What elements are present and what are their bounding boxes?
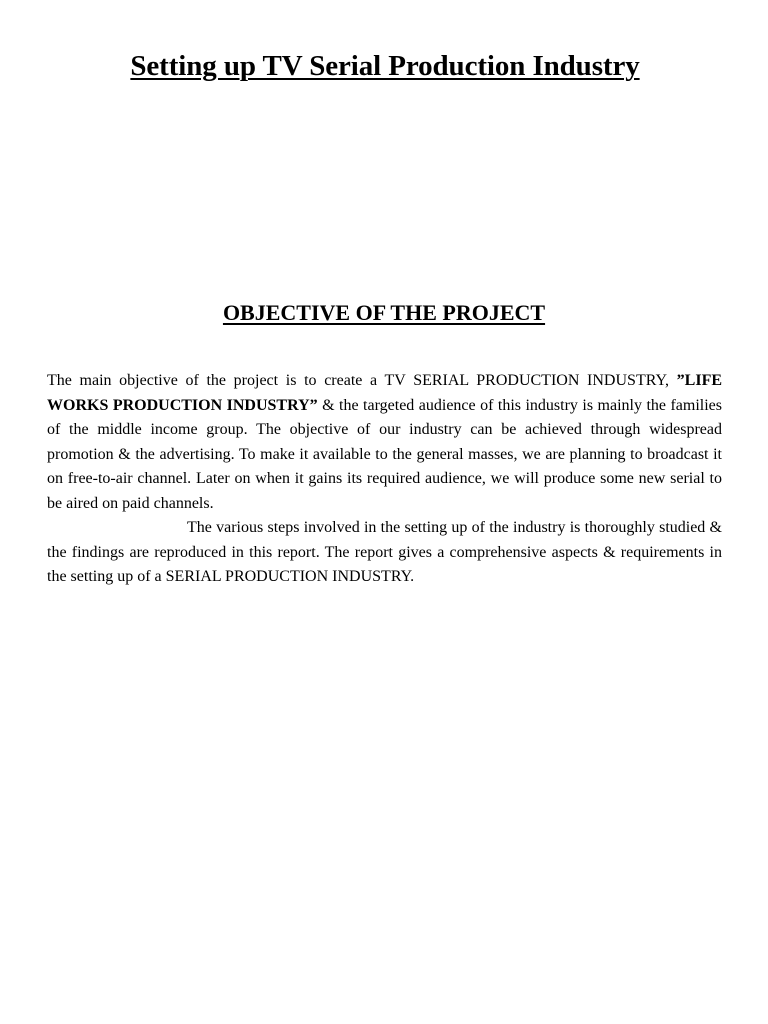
section-heading: OBJECTIVE OF THE PROJECT	[222, 300, 546, 325]
paragraph-rest: & the targeted audience of this industry is mainly the families of the middle income group. The objective of our industry can be achieved through widespread promotion & the advertising. To make it available to the general masses, we are planning to broadcast it on free-to-air channel. Later on when it gains its required audience, we will produce some new serial to be aired on paid channels.	[47, 396, 723, 512]
company-name: ”LIFE WORKS PRODUCTION INDUSTRY”	[47, 372, 723, 414]
findings-paragraph: The various steps involved in the setting up of the industry is thoroughly studied & the findings are reproduced in this report. The report gives a comprehensive aspects & requirements in the setting up of a SERIAL PRODUCTION INDUSTRY.	[47, 519, 722, 585]
document-title: Setting up TV Serial Production Industry	[130, 50, 640, 82]
body-text	[47, 369, 722, 590]
objective-paragraph	[47, 369, 722, 516]
paragraph-intro: The main objective of the project is to create a TV SERIAL PRODUCTION INDUSTRY,	[47, 372, 669, 389]
